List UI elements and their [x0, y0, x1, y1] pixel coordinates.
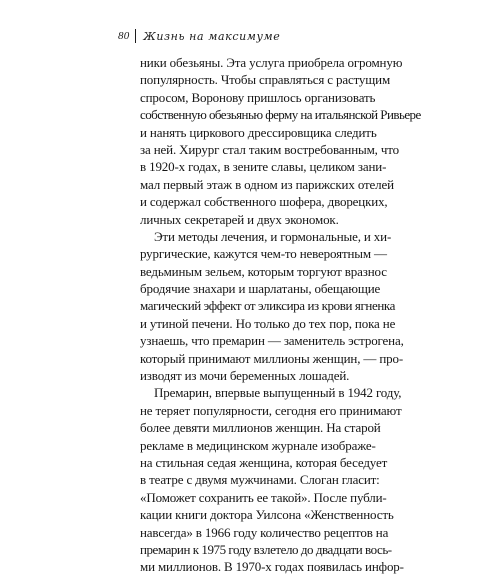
text-line: ведьминым зельем, которым торгуют вразнос: [140, 263, 387, 279]
text-line: премарин к 1975 году взлетело до двадцати вось-: [140, 541, 392, 557]
text-line: в театре с двумя мужчинами. Слоган гласит:: [140, 472, 380, 488]
text-line: популярность. Чтобы справляться с растущим: [140, 72, 391, 88]
text-line: кации книги доктора Уилсона «Женственность: [140, 507, 394, 523]
text-line: рекламе в медицинском журнале изображе-: [140, 437, 376, 453]
text-line: рургические, кажутся чем-то невероятным —: [140, 246, 387, 262]
text-line: бродячие знахари и шарлатаны, обещающие: [140, 281, 381, 297]
body-text: [140, 54, 421, 576]
text-line: за ней. Хирург стал таким востребованным, что: [140, 141, 399, 157]
text-line: и нанять циркового дрессировщика следить: [140, 124, 377, 140]
text-line: личных секретарей и двух экономок.: [140, 211, 339, 227]
text-line: изводят из мочи беременных лошадей.: [140, 368, 350, 384]
text-line: ми миллионов. В 1970-х годах появилась инфор-: [140, 559, 404, 575]
text-line: Эти методы лечения, и гормональные, и хи-: [154, 228, 392, 244]
paragraph: [140, 228, 404, 385]
text-line: спросом, Воронову пришлось организовать: [140, 89, 376, 105]
header-divider: [135, 29, 136, 43]
text-line: не теряет популярности, сегодня его принимают: [140, 402, 402, 418]
text-line: который принимают миллионы женщин, — про-: [140, 350, 404, 366]
page-number: 80: [118, 30, 130, 42]
text-line: магический эффект от эликсира из крови ягненка: [140, 298, 395, 314]
running-head: [118, 26, 280, 46]
text-line: ники обезьяны. Эта услуга приобрела огромную: [140, 55, 403, 70]
text-line: в 1920-х годах, в зените славы, целиком зани-: [140, 159, 387, 175]
paragraph: [140, 384, 404, 575]
text-line: собственную обезьянью ферму на итальянской Ривьере: [140, 107, 421, 123]
running-head-title: Жизнь на максимуме: [143, 29, 281, 43]
text-line: более девяти миллионов женщин. На старой: [140, 420, 381, 436]
text-line: «Поможет сохранить ее такой». После публи-: [140, 489, 387, 505]
paragraph: [140, 54, 421, 228]
text-line: на стильная седая женщина, которая беседует: [140, 454, 388, 470]
text-line: и утиной печени. Но только до тех пор, пока не: [140, 315, 396, 331]
text-line: и содержал собственного шофера, дворецких,: [140, 194, 388, 210]
text-line: узнаешь, что премарин — заменитель эстрогена,: [140, 333, 404, 349]
text-line: мал первый этаж в одном из парижских отелей: [140, 176, 394, 192]
text-line: навсегда» в 1966 году количество рецептов на: [140, 524, 389, 540]
text-line: Премарин, впервые выпущенный в 1942 году,: [154, 385, 402, 401]
